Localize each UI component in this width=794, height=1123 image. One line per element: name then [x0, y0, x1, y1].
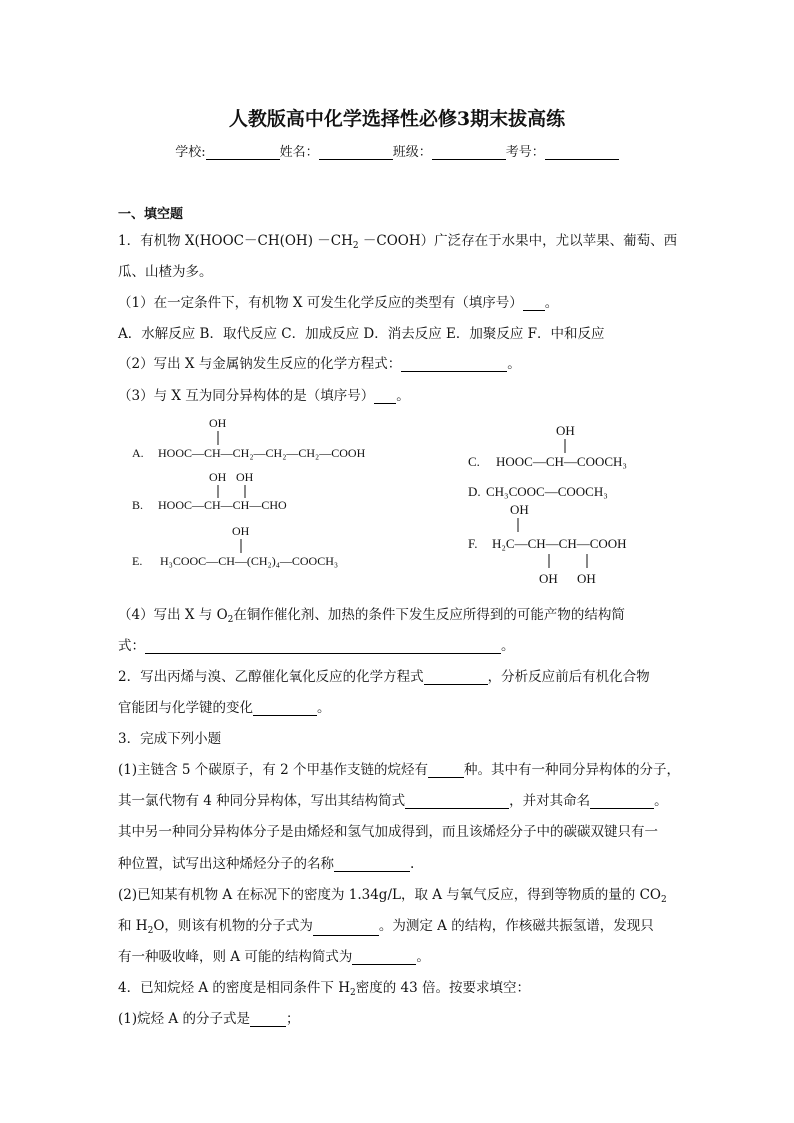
q3-heading: 3．完成下列小题 — [118, 731, 222, 747]
q3-line3: 其中另一种同分异构体分子是由烯烃和氢气加成得到，而且该烯烃分子中的碳碳双键只有一 — [118, 824, 658, 840]
q1-line1: 1．有机物 X(HOOC－CH(OH) $-CH_2$ －COOH）广泛存在于水果中，尤以苹果、葡萄、西 — [118, 233, 678, 251]
structure-a-chain: HOOC—CH—CH₂—CH₂—CH₂—COOH — [158, 446, 366, 460]
school-label: 学校: — [175, 145, 206, 160]
structure-d-label: D. — [468, 484, 481, 499]
q3-line5: (2)已知某有机物 A 在标况下的密度为 1.34g/L，取 A 与氧气反应，得到等物质的量的 $CO_2$ — [118, 887, 667, 905]
q3-blank3[interactable] — [590, 794, 654, 809]
exam-no-label: 考号： — [505, 145, 545, 160]
q2-blank1[interactable] — [424, 670, 488, 685]
structure-c-label: C. — [468, 454, 480, 469]
q1-part1: （1）在一定条件下，有机物 X 可发生化学反应的类型有（填序号） 。 — [118, 295, 559, 311]
q1-line2: 瓜、山楂为多。 — [118, 264, 213, 280]
q3-line7: 有一种吸收峰，则 A 可能的结构简式为 。 — [118, 949, 430, 965]
q1-part4-line2: 式： 。 — [118, 638, 515, 654]
q4-line1: 4．已知烷烃 A 的密度是相同条件下 $H_2$密度的 43 倍。按要求填空： — [118, 980, 530, 998]
isomer-structures — [0, 405, 794, 595]
structure-f-oh-b1: OH — [539, 571, 558, 586]
q3-blank1[interactable] — [428, 763, 464, 778]
name-label: 姓名： — [279, 145, 319, 160]
structure-c-oh: OH — [556, 423, 575, 438]
name-field[interactable] — [319, 146, 393, 160]
structure-f-label: F. — [468, 536, 478, 551]
exam-no-field[interactable] — [545, 146, 619, 160]
q1-part3: （3）与 X 互为同分异构体的是（填序号） 。 — [118, 388, 410, 404]
structure-f-oh-top: OH — [510, 502, 529, 517]
structure-a-oh: OH — [209, 416, 227, 430]
q3-line2: 其一氯代物有 4 种同分异构体，写出其结构简式 ，并对其命名 。 — [118, 793, 668, 809]
q3-line4: 种位置，试写出这种烯烃分子的名称 . — [118, 856, 415, 872]
q2-blank2[interactable] — [253, 701, 317, 716]
structure-a-label: A. — [132, 446, 144, 460]
class-label: 班级： — [392, 145, 432, 160]
q1-part2: （2）写出 X 与金属钠发生反应的化学方程式： 。 — [118, 356, 521, 372]
school-field[interactable] — [206, 146, 280, 160]
q3-blank6[interactable] — [352, 950, 416, 965]
q1-part4-blank[interactable] — [145, 639, 501, 654]
q3-line6: 和 $H_2O$，则该有机物的分子式为 。为测定 A 的结构，作核磁共振氢谱，发现只 — [118, 918, 654, 936]
q3-blank5[interactable] — [313, 921, 379, 936]
q4-blank1[interactable] — [250, 1012, 286, 1027]
q1-part2-blank[interactable] — [401, 357, 507, 372]
q1-part1-blank[interactable] — [523, 296, 545, 311]
q3-blank4[interactable] — [334, 857, 410, 872]
section-heading: 一、填空题 — [118, 207, 184, 222]
structure-b-chain: HOOC—CH—CH—CHO — [158, 498, 287, 512]
q3-blank2[interactable] — [405, 794, 509, 809]
structure-e-oh: OH — [232, 524, 250, 538]
structure-f-chain: H₂C—CH—CH—COOH — [492, 536, 627, 551]
structure-f-oh-b2: OH — [577, 571, 596, 586]
q2-line1: 2．写出丙烯与溴、乙醇催化氧化反应的化学方程式 ，分析反应前后有机化合物 — [118, 669, 650, 685]
structure-e-label: E. — [132, 554, 143, 568]
page-title: 人教版高中化学选择性必修3期末拔高练 — [228, 108, 566, 130]
q1-part4: （4）写出 X 与 $O_2$在铜作催化剂、加热的条件下发生反应所得到的可能产物的结构简 — [118, 607, 625, 625]
structure-c-chain: HOOC—CH—COOCH₃ — [496, 454, 627, 469]
class-field[interactable] — [432, 146, 506, 160]
structure-b-oh1: OH — [209, 470, 227, 484]
q2-line2: 官能团与化学键的变化 。 — [118, 700, 331, 716]
q4-line2: (1)烷烃 A 的分子式是 ； — [118, 1011, 300, 1027]
structure-d-chain: CH₃COOC—COOCH₃ — [486, 484, 608, 499]
structure-b-label: B. — [132, 498, 144, 512]
student-info-row — [0, 141, 794, 160]
structure-e-chain: H₃COOC—CH—(CH₂)₄—COOCH₃ — [160, 554, 339, 568]
q3-line1: (1)主链含 5 个碳原子，有 2 个甲基作支链的烷烃有 种。其中有一种同分异构体的分子， — [118, 762, 680, 778]
q1-part3-blank[interactable] — [374, 389, 396, 404]
structure-b-oh2: OH — [236, 470, 254, 484]
q1-options: A．水解反应 B．取代反应 C．加成反应 D．消去反应 E．加聚反应 F．中和反应 — [118, 326, 605, 342]
